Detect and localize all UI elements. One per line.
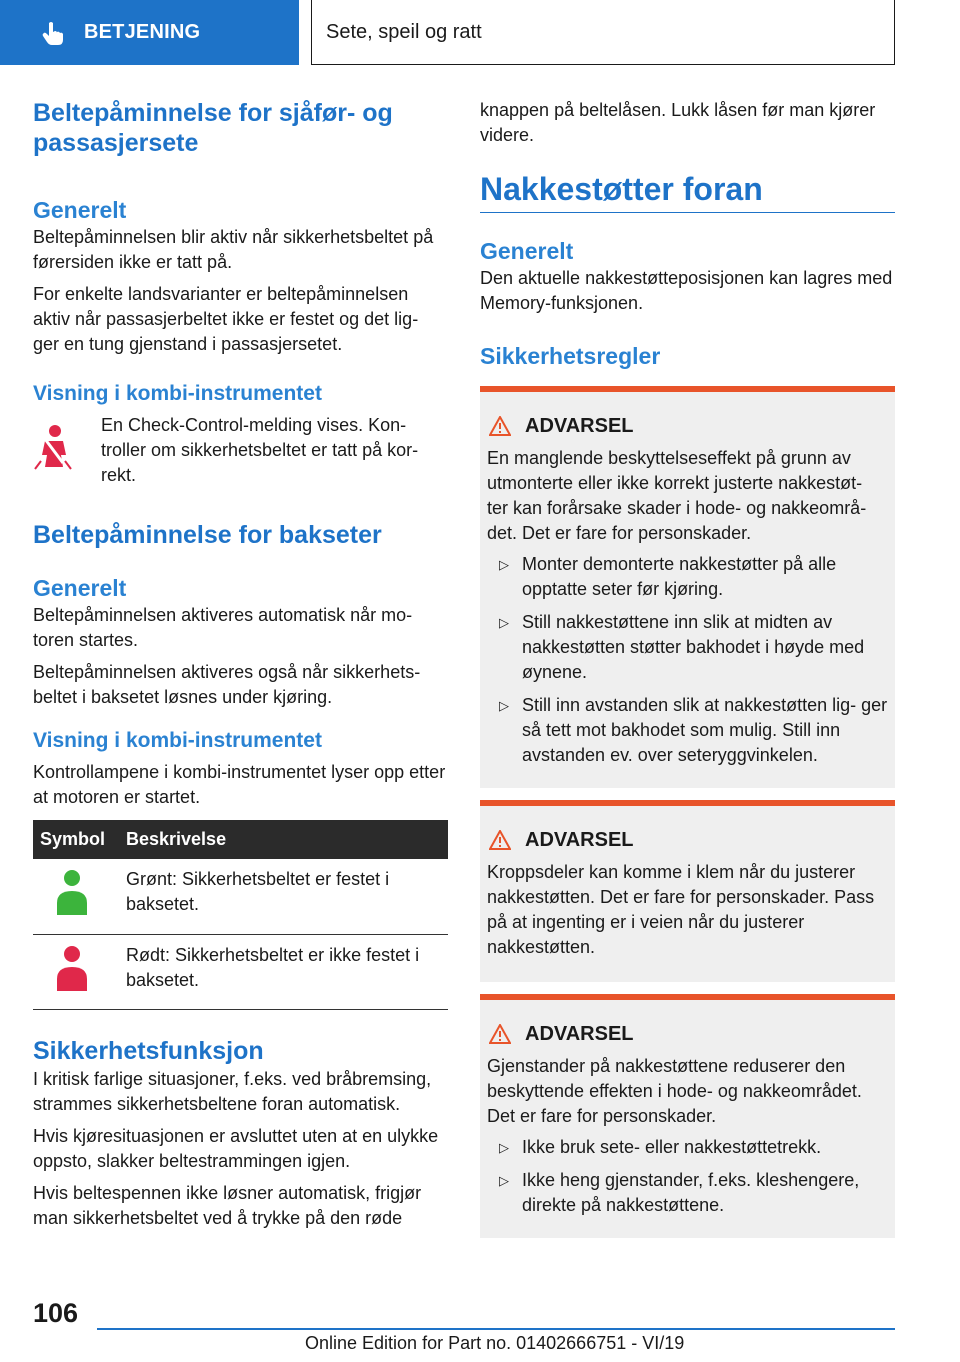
- warning-text: En manglende beskyttelseseffekt på grunn av utmonterte eller ikke korrekt justerte nakkestøt- ter kan forårsake skader i hode- og nakkeområ- det. Det er fare for personskader.: [487, 448, 867, 543]
- subsection-tab[interactable]: [311, 0, 895, 65]
- list-item: ▷ Still inn avstanden slik at nakkestøtten lig- ger så tett mot bakhodet som mulig. Still inn avstanden ev. over seteryggvinkelen.: [487, 693, 888, 768]
- paragraph: Hvis kjøresituasjonen er avsluttet uten at en ulykke oppsto, slakker beltestrammingen igjen.: [33, 1125, 439, 1171]
- table-cell: Grønt: Sikkerhetsbeltet er festet i baksetet.: [126, 859, 448, 934]
- column-header-symbol: Symbol: [33, 820, 126, 859]
- warning-triangle-icon: [489, 416, 511, 436]
- paragraph: I kritisk farlige situasjoner, f.eks. ved bråbremsing, strammes sikkerhetsbeltene foran automatisk.: [33, 1068, 432, 1114]
- paragraph: Kontrollampene i kombi-instrumentet lyser opp etter at motoren er startet.: [33, 762, 446, 807]
- warning-title: ADVARSEL: [525, 829, 634, 851]
- left-column: [33, 98, 448, 1231]
- heading-headrests: Nakkestøtter foran: [480, 171, 763, 207]
- list-item: ▷ Ikke bruk sete- eller nakkestøttetrekk.: [487, 1135, 888, 1160]
- warning-box: [480, 994, 895, 1238]
- warning-box: [480, 386, 895, 788]
- table-cell: Rødt: Sikkerhetsbeltet er ikke festet i baksetet.: [126, 934, 448, 1009]
- warning-text: Kroppsdeler kan komme i klem når du justerer nakkestøtten. Det er fare for personskader. Pass på at ingenting er i veien når du justerer nakkestøtten.: [487, 862, 875, 957]
- column-header-description: Beskrivelse: [126, 820, 448, 859]
- warning-triangle-icon: [489, 1024, 511, 1044]
- triangle-bullet-icon: ▷: [499, 1173, 509, 1188]
- heading-safety-function: Sikkerhetsfunksjon: [33, 1036, 264, 1065]
- paragraph: For enkelte landsvarianter er beltepåminnelsen aktiv når passasjerbeltet ikke er festet og det lig- ger en tung gjenstand i passasjersetet.: [33, 284, 419, 354]
- table-row: [33, 859, 448, 934]
- heading-generelt: Generelt: [480, 238, 574, 264]
- warning-list: [487, 552, 888, 768]
- footer-edition: Online Edition for Part no. 01402666751 - VI/19: [305, 1333, 685, 1353]
- warning-triangle-icon: [489, 830, 511, 850]
- paragraph: En Check-Control-melding vises. Kon- troller om sikkerhetsbeltet er tatt på kor- rekt.: [101, 415, 419, 485]
- paragraph: Beltepåminnelsen aktiveres også når sikkerhets- beltet i baksetet løsnes under kjøring.: [33, 662, 421, 707]
- triangle-bullet-icon: ▷: [499, 1140, 509, 1155]
- heading-generelt: Generelt: [33, 575, 127, 601]
- right-column: [480, 98, 895, 1238]
- footer-divider: [97, 1328, 895, 1330]
- heading-visning: Visning i kombi-instrumentet: [33, 382, 322, 405]
- warning-title: ADVARSEL: [525, 415, 634, 437]
- heading-generelt: Generelt: [33, 197, 127, 223]
- triangle-bullet-icon: ▷: [499, 615, 509, 630]
- section-tab[interactable]: [0, 0, 299, 65]
- paragraph: Den aktuelle nakkestøtteposisjonen kan lagres med Memory-funksjonen.: [480, 268, 893, 313]
- seatbelt-message-row: [33, 413, 448, 488]
- hand-pointer-icon: [40, 20, 66, 46]
- heading-seatbelt-front: Beltepåminnelse for sjåfør- og passasjersete: [33, 99, 393, 157]
- list-item: ▷ Monter demonterte nakkestøtter på alle opptatte seter før kjøring.: [487, 552, 888, 602]
- paragraph: Hvis beltespennen ikke løsner automatisk, frigjør man sikkerhetsbeltet ved å trykke på den røde: [33, 1182, 422, 1228]
- table-row: [33, 934, 448, 1009]
- heading-seatbelt-rear: Beltepåminnelse for bakseter: [33, 521, 382, 549]
- page-number: 106: [33, 1298, 79, 1328]
- heading-safety-rules: Sikkerhetsregler: [480, 343, 661, 369]
- paragraph: Beltepåminnelsen blir aktiv når sikkerhetsbeltet på førersiden ikke er tatt på.: [33, 227, 434, 272]
- person-green-icon: [55, 869, 89, 919]
- heading-visning: Visning i kombi-instrumentet: [33, 729, 322, 752]
- paragraph: Beltepåminnelsen aktiveres automatisk når mo- toren startes.: [33, 605, 413, 650]
- section-label: BETJENING: [84, 21, 201, 43]
- warning-text: Gjenstander på nakkestøttene reduserer den beskyttende effekten i hode- og nakkeområdet. Det er fare for personskader.: [487, 1056, 862, 1126]
- list-item: ▷ Still nakkestøttene inn slik at midten av nakkestøtten støtter bakhodet i høyde med øynene.: [487, 610, 888, 685]
- triangle-bullet-icon: ▷: [499, 698, 509, 713]
- seatbelt-warning-icon: [33, 423, 73, 471]
- triangle-bullet-icon: ▷: [499, 557, 509, 572]
- paragraph: knappen på beltelåsen. Lukk låsen før man kjører videre.: [480, 100, 876, 145]
- list-item: ▷ Ikke heng gjenstander, f.eks. kleshengere, direkte på nakkestøttene.: [487, 1168, 888, 1218]
- subsection-label: Sete, speil og ratt: [326, 20, 482, 43]
- warning-list: [487, 1135, 888, 1218]
- warning-box: [480, 800, 895, 982]
- person-red-icon: [55, 945, 89, 995]
- symbol-table: [33, 820, 448, 1010]
- warning-title: ADVARSEL: [525, 1023, 634, 1045]
